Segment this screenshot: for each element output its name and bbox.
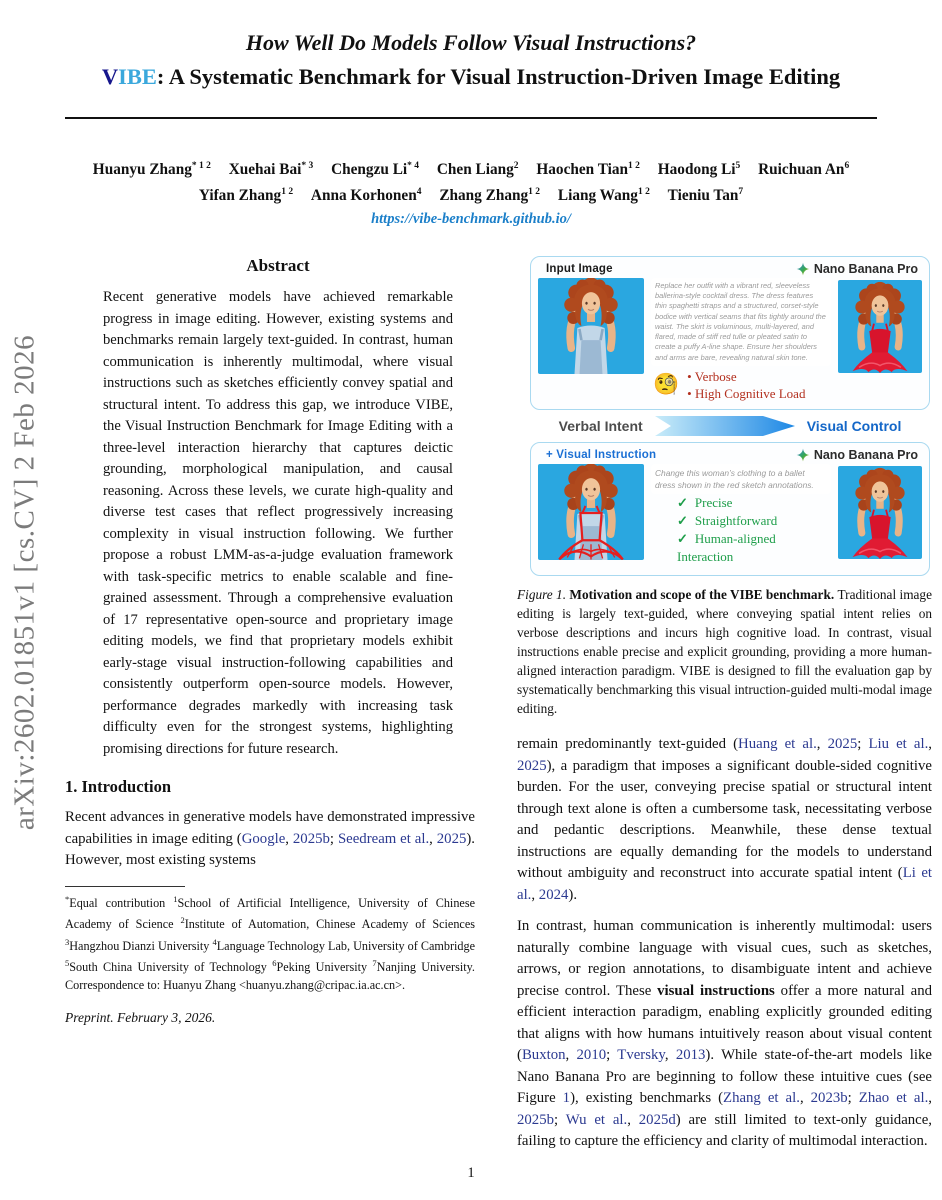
text-segment: Peking University: [276, 960, 373, 975]
citation-link[interactable]: Tversky: [617, 1047, 665, 1064]
check-icon: ✓: [677, 513, 688, 529]
benefit-list: [677, 494, 831, 566]
citation-link[interactable]: Liu et al.: [868, 736, 929, 753]
input-photo-with-red-sketch: [538, 464, 644, 560]
drawback-item: • High Cognitive Load: [687, 385, 805, 402]
benefit-item: ✓ Precise: [677, 495, 733, 511]
text-segment: ;: [554, 1111, 566, 1128]
author: Haodong Li$^5$: [657, 161, 741, 179]
author: Liang Wang$^{1 2}$: [557, 187, 650, 205]
text-segment: 4: [212, 936, 217, 947]
check-icon: ✓: [677, 531, 688, 547]
author: Anna Korhonen$^4$: [310, 187, 422, 205]
input-photo-woman-overalls: [538, 278, 644, 374]
citation-link[interactable]: 2025: [436, 830, 467, 847]
text-segment: ;: [606, 1047, 618, 1064]
text-segment: ,: [816, 736, 828, 753]
citation-link[interactable]: Seedream et al.: [337, 830, 430, 847]
gemini-star-icon: [796, 448, 810, 462]
text-segment: ,: [928, 1090, 932, 1107]
page-number: 1: [467, 1165, 475, 1181]
text-segment: remain predominantly text-guided (: [517, 736, 739, 753]
benefit-item: ✓ Straightforward: [677, 513, 778, 529]
citation-link[interactable]: 2024: [538, 886, 569, 903]
output-photo-woman-red-dress: [838, 280, 922, 373]
project-url-link[interactable]: https://vibe-benchmark.github.io/: [371, 211, 571, 228]
text-segment: Recent advances in generative models have demonstrated impressive capabilities in image editing (: [65, 809, 475, 847]
right-column: [517, 256, 932, 1153]
citation-link[interactable]: 2010: [576, 1047, 607, 1064]
title-vibe-ibe: IBE: [118, 64, 157, 89]
text-segment: ;: [329, 830, 338, 847]
abstract-text: Recent generative models have achieved remarkable progress in image editing. However, existing systems and benchmarks remain largely text-guided. In contrast, human communication is inherently multimodal, where visual instructions such as sketches efficiently convey spatial and structural intent. To address this gap, we introduce VIBE, the Visual Instruction Benchmark for Image Editing with a three-level interaction hierarchy that captures deictic grounding, morphological manipulation, and causal reasoning. Across these levels, we curate high-quality and diverse test cases that reflect progressively increasing complexity in visual instruction following. We further propose a robust LMM-as-a-judge evaluation framework with task-specific metrics to enable scalable and fine-grained assessment. Through a comprehensive evaluation of 17 representative open-source and proprietary image editing models, we find that proprietary models exhibit early-stage visual instruction-following capabilities and consistently outperform open-source models. However, performance degrades markedly with increasing task difficulty even for the strongest systems, highlighting promising directions for future research.: [103, 289, 453, 757]
title-divider: [65, 117, 877, 119]
figure-top-panel: [530, 256, 930, 410]
citation-link[interactable]: Zhao et al.: [858, 1090, 929, 1107]
paper-title-main: [0, 64, 942, 90]
intro-paragraph: [65, 807, 475, 872]
footnote-text: [65, 891, 475, 995]
verbal-intent-label: Verbal Intent: [558, 417, 643, 434]
citation-link[interactable]: 2023b: [810, 1090, 848, 1107]
gradient-arrow-icon: [655, 415, 795, 437]
citation-link[interactable]: 2025d: [638, 1111, 676, 1128]
figure-1: [530, 256, 930, 576]
author-block: [0, 155, 942, 228]
text-segment: Nanjing University. Correspondence to: Huanyu Zhang <huanyu.zhang@cripac.ia.ac.cn>.: [65, 960, 475, 993]
paper-title-question: How Well Do Models Follow Visual Instructions?: [245, 30, 697, 55]
footnote-divider: [65, 886, 185, 887]
verbose-text-instruction: Replace her outfit with a vibrant red, sleeveless ballerina-style cocktail dress. The dress features thin spaghetti straps and a structured, corset-style bodice with vertical seams that fits tightly around the waist. The skirt is voluminous, multi-layered, and flared, made of stiff red tulle or pleated satin to create a puffy A-line shape. Ensure her shoulders and arms are bare, revealing natural skin tone.: [651, 278, 831, 366]
text-segment: In contrast, human communication is inherently multimodal: users naturally combine language with visual cues, such as sketches, arrows, or region annotations, to disambiguate intent and achieve precise control. These: [517, 918, 932, 999]
concise-text-instruction: Change this woman’s clothing to a ballet dress shown in the red sketch annotations.: [651, 464, 831, 494]
text-segment: ,: [429, 830, 437, 847]
body-paragraph-2: [517, 916, 932, 1153]
title-rest: : A Systematic Benchmark for Visual Instruction-Driven Image Editing: [156, 64, 841, 89]
citation-link[interactable]: Li et al.: [517, 865, 932, 903]
text-segment: Motivation and scope of the VIBE benchmark.: [569, 587, 838, 603]
drawback-item: • Verbose: [687, 368, 805, 385]
author: Tieniu Tan$^7$: [667, 187, 744, 205]
text-segment: ). While state-of-the-art models like Nano Banana Pro are beginning to follow these intuitive cues (see Figure: [517, 1047, 932, 1107]
text-segment: ). However, most existing systems: [65, 830, 476, 868]
text-segment: Institute of Automation, Chinese Academy of Sciences: [184, 917, 475, 932]
text-segment: visual instructions: [657, 982, 775, 999]
text-segment: ;: [847, 1090, 859, 1107]
author: Yifan Zhang$^{1 2}$: [198, 187, 294, 205]
text-segment: ;: [857, 736, 869, 753]
check-icon: ✓: [677, 495, 688, 511]
model-label-top: Nano Banana Pro: [796, 262, 918, 276]
preprint-notice: Preprint. February 3, 2026.: [65, 1009, 216, 1025]
author: Ruichuan An$^6$: [758, 161, 850, 179]
text-segment: ,: [799, 1090, 811, 1107]
text-segment: ) are still limited to text-only guidance, failing to capture the efficiency and clarity of multimodal interaction.: [517, 1111, 932, 1150]
arxiv-watermark: arXiv:2602.01851v1 [cs.CV] 2 Feb 2026: [8, 334, 41, 831]
author: Zhang Zhang$^{1 2}$: [439, 187, 541, 205]
citation-link[interactable]: 2025: [827, 736, 858, 753]
text-segment: 7: [372, 958, 377, 969]
citation-link[interactable]: 1: [562, 1090, 571, 1107]
text-segment: ,: [627, 1111, 639, 1128]
text-segment: 6: [272, 958, 277, 969]
text-segment: 2: [180, 915, 185, 926]
citation-link[interactable]: Wu et al.: [565, 1111, 628, 1128]
text-segment: ,: [285, 830, 293, 847]
author-line-1: [0, 155, 942, 181]
citation-link[interactable]: 2013: [675, 1047, 706, 1064]
title-block: [0, 30, 942, 90]
author: Xuehai Bai$^{* 3}$: [228, 161, 314, 179]
figure-caption: [517, 585, 932, 718]
author: Chengzu Li$^{* 4}$: [331, 161, 420, 179]
text-segment: ,: [531, 886, 539, 903]
text-segment: ,: [565, 1047, 577, 1064]
author: Haochen Tian$^{1 2}$: [536, 161, 640, 179]
text-segment: South China University of Technology: [69, 960, 273, 975]
text-segment: ,: [664, 1047, 676, 1064]
body-paragraph-1: [517, 734, 932, 906]
drawback-list: [687, 368, 805, 402]
citation-link[interactable]: 2025: [517, 757, 547, 774]
text-segment: 5: [65, 958, 70, 969]
visual-instruction-label: + Visual Instruction: [546, 448, 657, 461]
author: Chen Liang$^2$: [436, 161, 519, 179]
input-image-label: Input Image: [546, 263, 613, 275]
citation-link[interactable]: 2025b: [517, 1111, 554, 1128]
title-vibe-v: V: [101, 64, 119, 89]
text-segment: *: [65, 893, 70, 904]
citation-link[interactable]: Huang et al.: [738, 736, 817, 753]
text-segment: ).: [568, 886, 578, 903]
citation-link[interactable]: Google: [241, 830, 286, 847]
text-segment: Equal contribution: [69, 895, 174, 910]
text-segment: ), existing benchmarks (: [570, 1090, 724, 1107]
gemini-star-icon: [796, 262, 810, 276]
abstract-heading: Abstract: [246, 256, 310, 275]
monocle-face-emoji: 🧐: [653, 373, 680, 397]
citation-link[interactable]: Buxton: [521, 1047, 566, 1064]
author-line-2: [0, 181, 942, 207]
text-segment: ,: [928, 736, 932, 753]
citation-link[interactable]: Zhang et al.: [723, 1090, 800, 1107]
author: Huanyu Zhang$^{* 1 2}$: [92, 161, 211, 179]
text-segment: 3: [65, 936, 70, 947]
left-column: [65, 256, 475, 1026]
text-segment: 1: [173, 893, 178, 904]
text-segment: Traditional image editing is largely text-guided, where conveying spatial intent relies on verbose descriptions and incurs high cognitive load. In contrast, visual instructions enable precise and explicit grounding, providing a more human-aligned interaction paradigm. VIBE is designed to fill the evaluation gap by systematically benchmarking this visual intruction-guided multi-modal image editing.: [517, 587, 932, 717]
citation-link[interactable]: 2025b: [292, 830, 330, 847]
section-heading-introduction: 1. Introduction: [65, 777, 172, 796]
text-segment: offer a more natural and efficient interaction paradigm, enabling explicitly grounded editing that aligns with how humans intuitively reason about visual content (: [517, 982, 932, 1064]
intent-control-banner: [530, 415, 930, 437]
text-segment: ), a paradigm that imposes a significant double-sided cognitive burden. For the user, conveying precise spatial or structural intent through text alone is often a cumbersome task, necessitating verbose and pedantic descriptions. Meanwhile, these dense textual instructions are equally demanding for the models to understand without ambiguity and reconstruct into accurate spatial intent (: [517, 757, 932, 882]
visual-control-label: Visual Control: [806, 417, 902, 434]
output-photo-woman-red-dress: [838, 466, 922, 559]
text-segment: Hangzhou Dianzi University: [69, 938, 213, 953]
benefit-item: ✓ Human-aligned Interaction: [677, 531, 776, 565]
text-segment: Figure 1.: [517, 587, 570, 603]
figure-bottom-panel: [530, 442, 930, 576]
text-segment: School of Artificial Intelligence, University of Chinese Academy of Science: [65, 895, 475, 932]
text-segment: Language Technology Lab, University of Cambridge: [216, 938, 475, 953]
model-label-bottom: Nano Banana Pro: [796, 448, 918, 462]
